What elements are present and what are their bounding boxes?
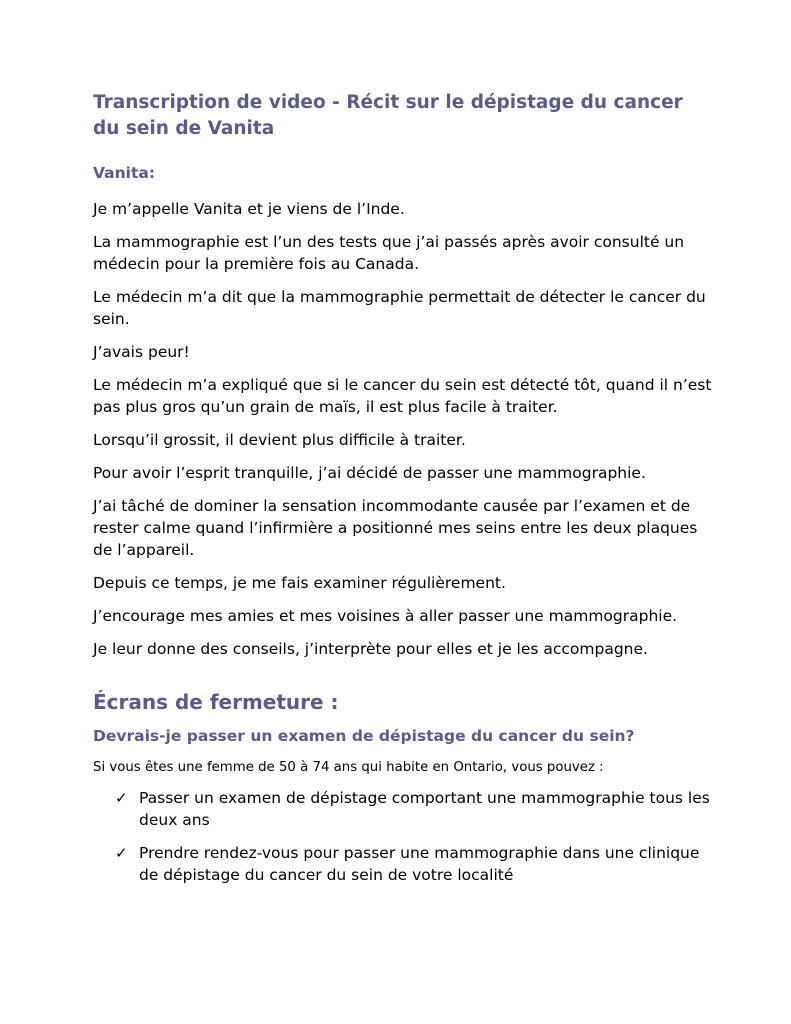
transcript-paragraph: La mammographie est l’un des tests que j’ai passés après avoir consulté un médecin pour la première fois au Canada. (93, 233, 685, 273)
checklist-item (93, 842, 713, 886)
transcript-paragraph: J’avais peur! (93, 343, 190, 361)
checklist-item-text: Passer un examen de dépistage comportant une mammographie tous les deux ans (139, 789, 710, 829)
transcript-paragraph: Pour avoir l’esprit tranquille, j’ai décidé de passer une mammographie. (93, 464, 646, 482)
transcript-paragraph: Le médecin m’a dit que la mammographie permettait de détecter le cancer du sein. (93, 288, 706, 328)
checklist-item-text: Prendre rendez-vous pour passer une mammographie dans une clinique de dépistage du cancer du sein de votre localité (139, 844, 700, 884)
checkmark-icon: ✓ (115, 844, 128, 862)
document-page (93, 90, 713, 897)
transcript-paragraph: J’ai tâché de dominer la sensation incommodante causée par l’examen et de rester calme quand l’infirmière a positionné mes seins entre les deux plaques de l’appareil. (93, 497, 698, 559)
document-title: Transcription de video - Récit sur le dépistage du cancer du sein de Vanita (93, 92, 683, 139)
recommendation-checklist (93, 787, 713, 886)
transcript-paragraph: Je leur donne des conseils, j’interprète pour elles et je les accompagne. (93, 640, 648, 658)
transcript-paragraph: Je m’appelle Vanita et je viens de l’Inde. (93, 200, 405, 218)
transcript-paragraph: Le médecin m’a expliqué que si le cancer du sein est détecté tôt, quand il n’est pas plus gros qu’un grain de maïs, il est plus facile à traiter. (93, 376, 712, 416)
transcript-paragraph: Lorsqu’il grossit, il devient plus difficile à traiter. (93, 431, 466, 449)
transcript-paragraph: Depuis ce temps, je me fais examiner régulièrement. (93, 574, 506, 592)
checkmark-icon: ✓ (115, 789, 128, 807)
closing-section-heading: Écrans de fermeture : (93, 690, 339, 714)
closing-subheading: Devrais-je passer un examen de dépistage du cancer du sein? (93, 727, 635, 745)
checklist-item (93, 787, 713, 831)
speaker-label: Vanita: (93, 164, 156, 182)
closing-intro: Si vous êtes une femme de 50 à 74 ans qui habite en Ontario, vous pouvez : (93, 760, 604, 775)
transcript-paragraph: J’encourage mes amies et mes voisines à aller passer une mammographie. (93, 607, 678, 625)
